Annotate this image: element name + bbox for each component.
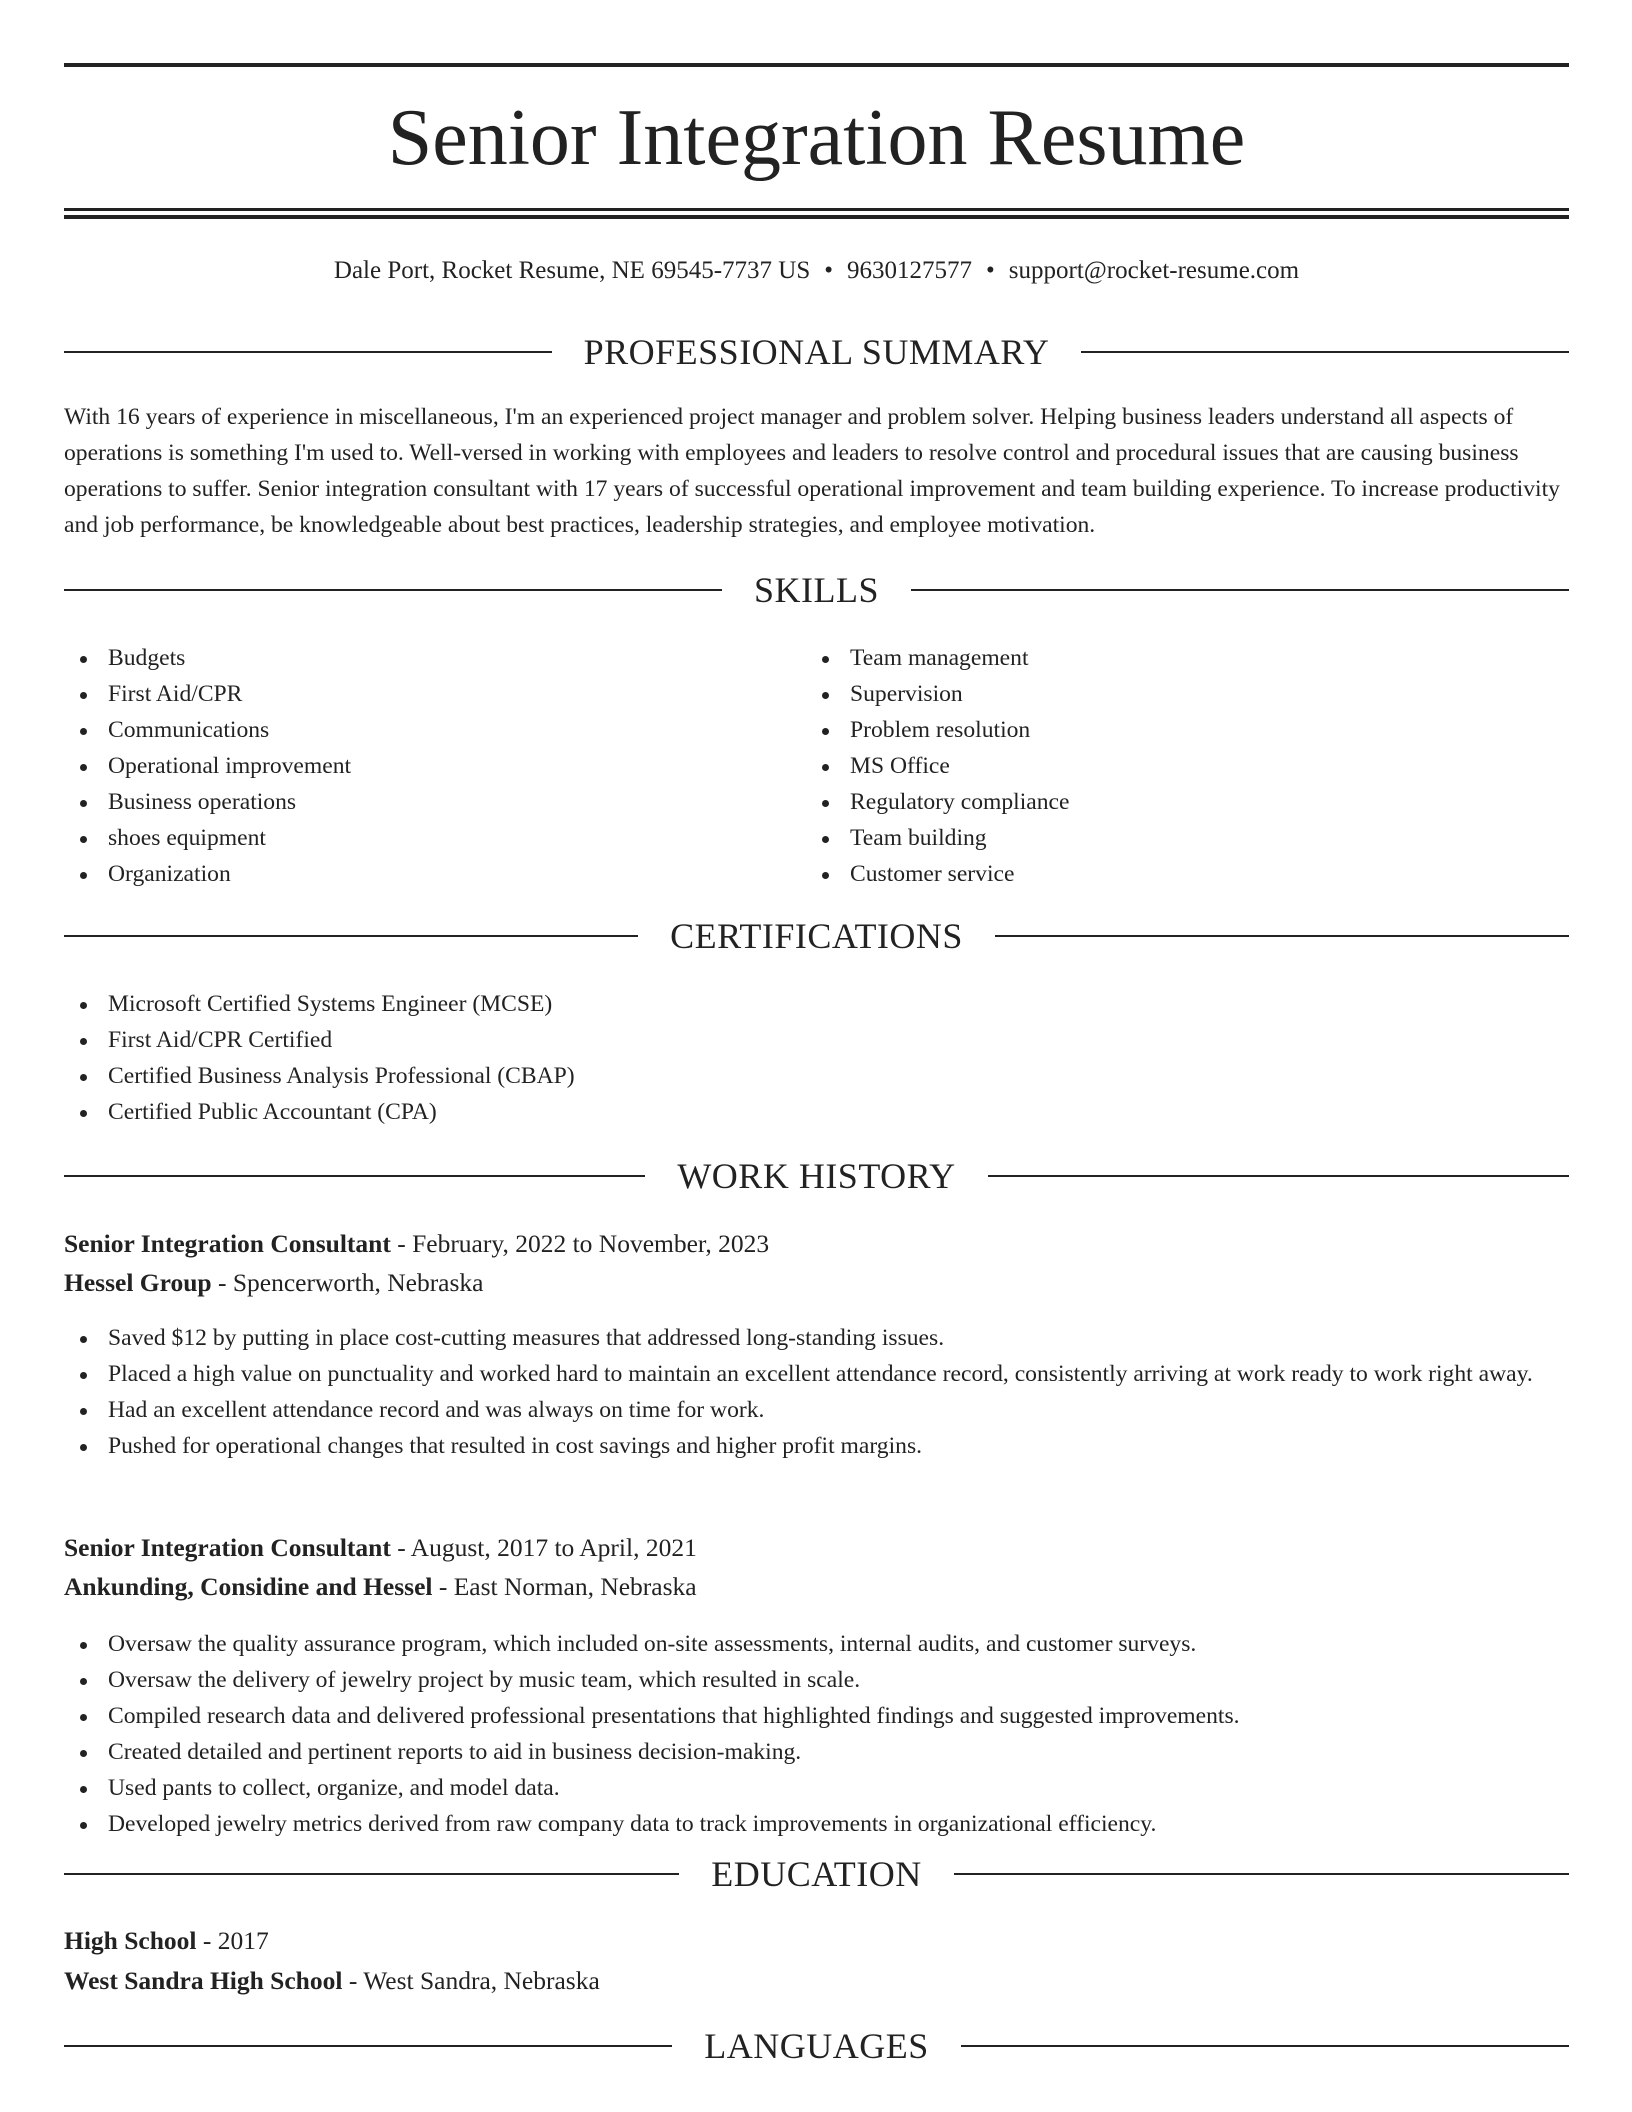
skill-item: Business operations [64, 784, 804, 820]
section-heading-languages [64, 2024, 1569, 2068]
job-dates: - August, 2017 to April, 2021 [390, 1533, 697, 1562]
section-heading-summary [64, 330, 1569, 374]
certification-item: Microsoft Certified Systems Engineer (MCSE) [64, 986, 1569, 1022]
job-bullets [64, 1320, 1569, 1464]
job-bullet: Pushed for operational changes that resulted in cost savings and higher profit margins. [64, 1428, 1569, 1464]
heading-rule-right [954, 1873, 1569, 1875]
certification-item: Certified Business Analysis Professional (CBAP) [64, 1058, 1569, 1094]
skills-list-left [64, 640, 804, 892]
job-title: Senior Integration Consultant [64, 1229, 391, 1258]
header-rule-lower [64, 215, 1569, 219]
skill-item: First Aid/CPR [64, 676, 804, 712]
section-title: EDUCATION [711, 1854, 922, 1894]
education-school-line [64, 1962, 1569, 2000]
job-company-line [64, 1264, 1569, 1302]
heading-rule-right [995, 935, 1569, 937]
education-degree: High School [64, 1926, 197, 1955]
job-dates: - February, 2022 to November, 2023 [390, 1229, 770, 1258]
job-company: Ankunding, Considine and Hessel [64, 1572, 433, 1601]
skill-item: MS Office [806, 748, 1546, 784]
education-school: West Sandra High School [64, 1966, 343, 1995]
heading-rule-left [64, 589, 722, 591]
job-bullet: Had an excellent attendance record and was always on time for work. [64, 1392, 1569, 1428]
heading-rule-left [64, 351, 552, 353]
skill-item: Communications [64, 712, 804, 748]
heading-rule-left [64, 1175, 645, 1177]
certification-item: Certified Public Accountant (CPA) [64, 1094, 1569, 1130]
section-heading-skills [64, 568, 1569, 612]
job-bullet: Saved $12 by putting in place cost-cutting measures that addressed long-standing issues. [64, 1320, 1569, 1356]
contact-address: Dale Port, Rocket Resume, NE 69545-7737 US [333, 257, 811, 284]
header-top-rule [64, 63, 1569, 67]
skill-item: Budgets [64, 640, 804, 676]
job-bullet: Used pants to collect, organize, and model data. [64, 1770, 1569, 1806]
skill-item: Organization [64, 856, 804, 892]
heading-rule-left [64, 1873, 679, 1875]
skill-item: Supervision [806, 676, 1546, 712]
heading-rule-right [988, 1175, 1569, 1177]
job-location: - Spencerworth, Nebraska [211, 1268, 484, 1297]
job-title-line [64, 1529, 1569, 1567]
section-title: WORK HISTORY [677, 1156, 956, 1196]
heading-rule-left [64, 935, 638, 937]
certification-item: First Aid/CPR Certified [64, 1022, 1569, 1058]
heading-rule-left [64, 2045, 672, 2047]
job-company-line [64, 1568, 1569, 1606]
certifications-list [64, 986, 1569, 1130]
education-location: - West Sandra, Nebraska [342, 1966, 600, 1995]
section-heading-work-history [64, 1154, 1569, 1198]
contact-phone: 9630127577 [847, 257, 973, 284]
job-bullet: Compiled research data and delivered professional presentations that highlighted findings and suggested improvements. [64, 1698, 1569, 1734]
contact-email: support@rocket-resume.com [1008, 257, 1300, 284]
header-rule-upper [64, 208, 1569, 211]
skill-item: Regulatory compliance [806, 784, 1546, 820]
section-title: LANGUAGES [704, 2026, 929, 2066]
section-title: PROFESSIONAL SUMMARY [583, 332, 1050, 372]
job-location: - East Norman, Nebraska [432, 1572, 697, 1601]
skills-list-right [806, 640, 1546, 892]
heading-rule-right [911, 589, 1569, 591]
job-bullet: Oversaw the quality assurance program, which included on-site assessments, internal audits, and customer surveys. [64, 1626, 1569, 1662]
contact-separator: • [824, 257, 834, 284]
job-bullet: Oversaw the delivery of jewelry project by music team, which resulted in scale. [64, 1662, 1569, 1698]
job-bullet: Placed a high value on punctuality and worked hard to maintain an excellent attendance record, consistently arriving at work ready to work right away. [64, 1356, 1569, 1392]
job-bullet: Developed jewelry metrics derived from raw company data to track improvements in organizational efficiency. [64, 1806, 1569, 1842]
education-degree-line [64, 1922, 1569, 1960]
resume-title: Senior Integration Resume [387, 94, 1246, 182]
section-title: SKILLS [754, 570, 880, 610]
section-heading-certifications [64, 914, 1569, 958]
section-title: CERTIFICATIONS [670, 916, 963, 956]
education-year: - 2017 [196, 1926, 269, 1955]
job-title-line [64, 1225, 1569, 1263]
job-title: Senior Integration Consultant [64, 1533, 391, 1562]
summary-text: With 16 years of experience in miscellaneous, I'm an experienced project manager and problem solver. Helping business leaders understand all aspects of operations is something I'm used to. Well-versed in working with employees and leaders to resolve control and procedural issues that are causing business operations to suffer. Senior integration consultant with 17 years of successful operational improvement and team building experience. To increase productivity and job performance, be knowledgeable about best practices, leadership strategies, and employee motivation. [64, 404, 1560, 538]
skill-item: Team building [806, 820, 1546, 856]
job-bullets [64, 1626, 1569, 1842]
skill-item: shoes equipment [64, 820, 804, 856]
job-company: Hessel Group [64, 1268, 212, 1297]
contact-line [64, 254, 1569, 288]
skill-item: Operational improvement [64, 748, 804, 784]
skill-item: Team management [806, 640, 1546, 676]
skill-item: Customer service [806, 856, 1546, 892]
heading-rule-right [1081, 351, 1569, 353]
section-heading-education [64, 1852, 1569, 1896]
job-bullet: Created detailed and pertinent reports to aid in business decision-making. [64, 1734, 1569, 1770]
heading-rule-right [961, 2045, 1569, 2047]
skill-item: Problem resolution [806, 712, 1546, 748]
contact-separator: • [986, 257, 995, 284]
